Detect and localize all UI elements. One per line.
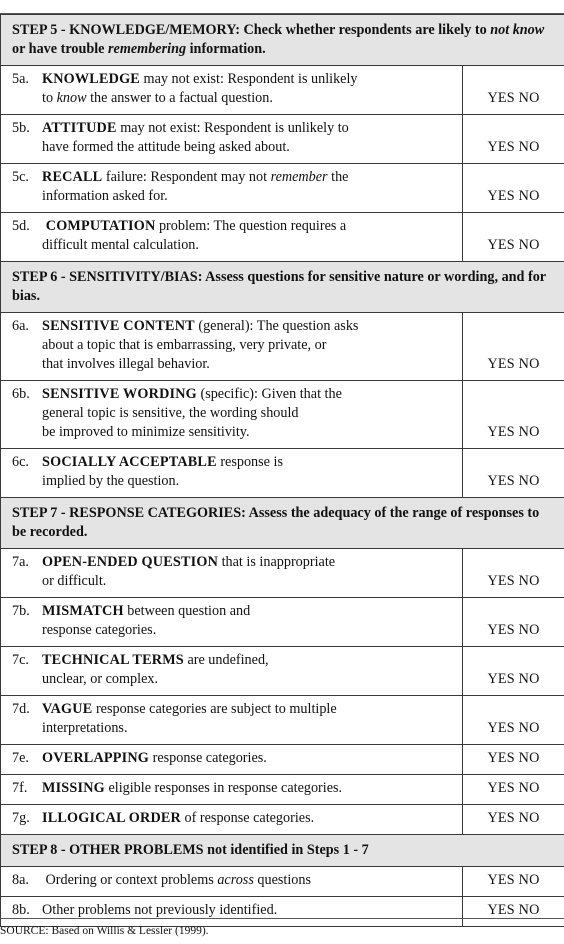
item-line xyxy=(12,749,456,768)
item-line xyxy=(12,385,456,404)
item-description xyxy=(1,313,463,381)
text-run: STEP 7 - RESPONSE CATEGORIES: Assess the adequacy of the range of responses to be recorded. xyxy=(12,505,540,540)
yes-no-label: YES NO xyxy=(487,188,540,204)
item-description xyxy=(1,775,463,805)
item-line xyxy=(12,871,456,890)
item-description xyxy=(1,867,463,897)
item-number: 5d. xyxy=(12,218,30,234)
yes-no-label: YES NO xyxy=(487,902,540,918)
item-line xyxy=(12,809,456,828)
text-run: implied by the question. xyxy=(42,473,180,489)
yes-no-choice[interactable] xyxy=(463,647,564,696)
step-header-row xyxy=(1,15,564,66)
item-line xyxy=(12,719,456,738)
item-line xyxy=(12,70,456,89)
yes-no-choice[interactable] xyxy=(463,805,564,835)
text-run: VAGUE xyxy=(42,701,93,717)
yes-no-choice[interactable] xyxy=(463,164,564,213)
yes-no-choice[interactable] xyxy=(463,381,564,449)
checklist-row xyxy=(1,696,564,745)
text-run: Ordering or context problems xyxy=(42,872,218,888)
checklist-row xyxy=(1,598,564,647)
yes-no-label: YES NO xyxy=(487,872,540,888)
yes-no-label: YES NO xyxy=(487,356,540,372)
yes-no-choice[interactable] xyxy=(463,867,564,897)
item-description xyxy=(1,745,463,775)
item-line xyxy=(12,423,456,442)
yes-no-label: YES NO xyxy=(487,424,540,440)
item-line xyxy=(12,168,456,187)
text-run: OPEN-ENDED QUESTION xyxy=(42,554,219,570)
questionnaire-appraisal-sheet xyxy=(0,14,564,927)
appraisal-table xyxy=(0,14,564,927)
item-line xyxy=(12,217,456,236)
item-number: 5b. xyxy=(12,120,30,136)
text-run: be improved to minimize sensitivity. xyxy=(42,424,250,440)
yes-no-label: YES NO xyxy=(487,139,540,155)
yes-no-label: YES NO xyxy=(487,622,540,638)
item-description xyxy=(1,647,463,696)
text-run: remember xyxy=(270,169,328,185)
text-run: unclear, or complex. xyxy=(42,671,159,687)
text-run: information asked for. xyxy=(42,188,168,204)
item-number: 7f. xyxy=(12,780,28,796)
text-run: between question and xyxy=(123,603,251,619)
text-run: may not exist: Respondent is unlikely xyxy=(139,71,358,87)
checklist-row xyxy=(1,213,564,262)
item-number: 7b. xyxy=(12,603,30,619)
yes-no-label: YES NO xyxy=(487,780,540,796)
item-number: 7d. xyxy=(12,701,30,717)
yes-no-label: YES NO xyxy=(487,237,540,253)
item-description xyxy=(1,381,463,449)
item-line xyxy=(12,670,456,689)
item-line xyxy=(12,317,456,336)
text-run: that is inappropriate xyxy=(218,554,336,570)
item-line xyxy=(12,553,456,572)
checklist-row xyxy=(1,549,564,598)
item-line xyxy=(12,700,456,719)
text-run: general topic is sensitive, the wording should xyxy=(42,405,299,421)
checklist-row xyxy=(1,313,564,381)
item-line xyxy=(12,602,456,621)
item-number: 7e. xyxy=(12,750,29,766)
yes-no-choice[interactable] xyxy=(463,549,564,598)
text-run: information. xyxy=(186,41,266,57)
yes-no-label: YES NO xyxy=(487,473,540,489)
item-description xyxy=(1,897,463,927)
text-run: the answer to a factual question. xyxy=(86,90,273,106)
text-run: STEP 5 - KNOWLEDGE/MEMORY: Check whether respondents are likely to xyxy=(12,22,491,38)
yes-no-label: YES NO xyxy=(487,573,540,589)
text-run: or have trouble xyxy=(12,41,109,57)
item-line xyxy=(12,119,456,138)
yes-no-label: YES NO xyxy=(487,810,540,826)
item-number: 7g. xyxy=(12,810,30,826)
text-run: have formed the attitude being asked about. xyxy=(42,139,290,155)
text-run: not know xyxy=(490,22,545,38)
item-line xyxy=(12,138,456,157)
yes-no-choice[interactable] xyxy=(463,313,564,381)
item-description xyxy=(1,66,463,115)
item-line xyxy=(12,336,456,355)
step-header xyxy=(1,262,564,313)
text-run: Other problems not previously identified. xyxy=(42,902,278,918)
text-run: that involves illegal behavior. xyxy=(42,356,210,372)
step-header-row xyxy=(1,262,564,313)
text-run: across xyxy=(217,872,254,888)
item-description xyxy=(1,115,463,164)
text-run: questions xyxy=(253,872,312,888)
text-run: to xyxy=(42,90,57,106)
text-run: response categories. xyxy=(42,622,157,638)
text-run: (general): The question asks xyxy=(194,318,359,334)
text-run: ATTITUDE xyxy=(42,120,117,136)
text-run: KNOWLEDGE xyxy=(42,71,140,87)
yes-no-label: YES NO xyxy=(487,750,540,766)
text-run: or difficult. xyxy=(42,573,107,589)
yes-no-choice[interactable] xyxy=(463,775,564,805)
text-run: STEP 6 - SENSITIVITY/BIAS: Assess questions for sensitive nature or wording, and for bias. xyxy=(12,269,546,304)
checklist-row xyxy=(1,745,564,775)
item-number: 5a. xyxy=(12,71,29,87)
item-line xyxy=(12,355,456,374)
text-run: MISMATCH xyxy=(42,603,124,619)
checklist-row xyxy=(1,805,564,835)
step-header xyxy=(1,835,564,867)
step-header xyxy=(1,498,564,549)
checklist-row xyxy=(1,66,564,115)
text-run: are undefined, xyxy=(183,652,269,668)
text-run: COMPUTATION xyxy=(42,218,156,234)
yes-no-choice[interactable] xyxy=(463,745,564,775)
yes-no-choice[interactable] xyxy=(463,66,564,115)
yes-no-choice[interactable] xyxy=(463,213,564,262)
yes-no-choice[interactable] xyxy=(463,598,564,647)
step-header-row xyxy=(1,498,564,549)
item-description xyxy=(1,696,463,745)
text-run: problem: The question requires a xyxy=(155,218,347,234)
text-run: response is xyxy=(216,454,283,470)
checklist-row xyxy=(1,164,564,213)
item-number: 6b. xyxy=(12,386,30,402)
text-run: OVERLAPPING xyxy=(42,750,150,766)
yes-no-label: YES NO xyxy=(487,671,540,687)
checklist-row xyxy=(1,775,564,805)
item-line xyxy=(12,236,456,255)
item-number: 6c. xyxy=(12,454,29,470)
text-run: about a topic that is embarrassing, very private, or xyxy=(42,337,327,353)
item-number: 7c. xyxy=(12,652,29,668)
text-run: SENSITIVE CONTENT xyxy=(42,318,195,334)
item-line xyxy=(12,187,456,206)
text-run: interpretations. xyxy=(42,720,128,736)
item-description xyxy=(1,549,463,598)
footer-rule xyxy=(0,918,564,919)
item-number: 8a. xyxy=(12,872,29,888)
yes-no-choice[interactable] xyxy=(463,449,564,498)
yes-no-label: YES NO xyxy=(487,90,540,106)
yes-no-choice[interactable] xyxy=(463,115,564,164)
text-run: STEP 8 - OTHER PROBLEMS not identified in Steps 1 - 7 xyxy=(12,842,369,858)
text-run: RECALL xyxy=(42,169,103,185)
item-description xyxy=(1,213,463,262)
item-line xyxy=(12,404,456,423)
text-run: of response categories. xyxy=(181,810,315,826)
checklist-row xyxy=(1,867,564,897)
checklist-row xyxy=(1,897,564,927)
item-line xyxy=(12,651,456,670)
item-number: 8b. xyxy=(12,902,30,918)
item-line xyxy=(12,89,456,108)
text-run: may not exist: Respondent is unlikely to xyxy=(116,120,349,136)
item-description xyxy=(1,164,463,213)
item-description xyxy=(1,598,463,647)
text-run: the xyxy=(327,169,349,185)
text-run: remembering xyxy=(108,41,187,57)
text-run: SOCIALLY ACCEPTABLE xyxy=(42,454,217,470)
text-run: eligible responses in response categories. xyxy=(104,780,343,796)
text-run: failure: Respondent may not xyxy=(102,169,271,185)
text-run: know xyxy=(56,90,87,106)
text-run: MISSING xyxy=(42,780,105,796)
checklist-row xyxy=(1,115,564,164)
yes-no-choice[interactable] xyxy=(463,897,564,927)
item-line xyxy=(12,621,456,640)
item-line xyxy=(12,572,456,591)
text-run: response categories are subject to multiple xyxy=(92,701,337,717)
step-header-row xyxy=(1,835,564,867)
checklist-row xyxy=(1,449,564,498)
yes-no-label: YES NO xyxy=(487,720,540,736)
item-number: 5c. xyxy=(12,169,29,185)
text-run: difficult mental calculation. xyxy=(42,237,199,253)
item-number: 6a. xyxy=(12,318,29,334)
step-header xyxy=(1,15,564,66)
item-description xyxy=(1,805,463,835)
yes-no-choice[interactable] xyxy=(463,696,564,745)
checklist-row xyxy=(1,381,564,449)
text-run: (specific): Given that the xyxy=(196,386,342,402)
item-description xyxy=(1,449,463,498)
item-line xyxy=(12,779,456,798)
text-run: TECHNICAL TERMS xyxy=(42,652,184,668)
checklist-row xyxy=(1,647,564,696)
text-run: SENSITIVE WORDING xyxy=(42,386,197,402)
text-run: response categories. xyxy=(149,750,267,766)
text-run: ILLOGICAL ORDER xyxy=(42,810,181,826)
item-number: 7a. xyxy=(12,554,29,570)
source-note: SOURCE: Based on Willis & Lessler (1999). xyxy=(0,925,209,937)
item-line xyxy=(12,453,456,472)
item-line xyxy=(12,472,456,491)
